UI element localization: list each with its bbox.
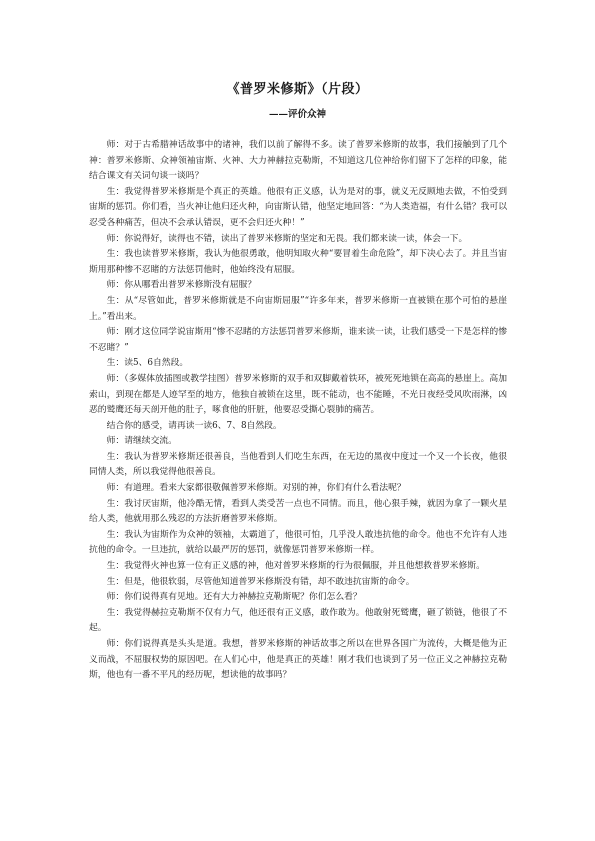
document-body bbox=[89, 138, 507, 684]
paragraph: 师：（多媒体放插图或教学挂图）普罗米修斯的双手和双脚戴着铁环，被死死地锁在高高的悬崖上。高加索山，到现在都是人迹罕至的地方，他独自被锁在这里，既不能动，也不能睡，不光日夜经受风吹雨淋，凶恶的鹫鹰还每天剖开他的肚子，啄食他的肝脏，他要忍受撕心裂肺的痛苦。 bbox=[89, 373, 507, 416]
document-title: 《普罗米修斯》（片段） bbox=[226, 82, 369, 97]
paragraph: 师：你说得好，读得也不错，读出了普罗米修斯的坚定和无畏。我们都来读一读，体会一下。 bbox=[106, 233, 468, 244]
paragraph: 生：读5、6自然段。 bbox=[106, 358, 189, 369]
paragraph: 生：我觉得火神也算一位有正义感的神，他对普罗米修斯的行为很佩服，并且他想救普罗米修斯。 bbox=[106, 561, 485, 572]
paragraph: 生：我认为普罗米修斯还很善良，当他看到人们吃生东西，在无边的黑夜中度过一个又一个长夜，他很同情人类，所以我觉得他很善良。 bbox=[89, 451, 507, 478]
paragraph: 生：我也读普罗米修斯，我认为他很勇敢，他明知取火种“要冒着生命危险”，却下决心去了。并且当宙斯用那种惨不忍睹的方法惩罚他时，他始终没有屈服。 bbox=[89, 249, 507, 275]
paragraph: 生：我觉得普罗米修斯是个真正的英雄。他很有正义感，认为是对的事，就义无反顾地去做，不怕受到宙斯的惩罚。你们看，当火神让他归还火种，向宙斯认错，他坚定地回答：“为人类造福，有什么错？我可以忍受各种痛苦，但决不会承认错误，更不会归还火种！” bbox=[89, 186, 507, 228]
paragraph: 师：请继续交流。 bbox=[106, 436, 177, 447]
paragraph: 生：我觉得赫拉克勒斯不仅有力气，他还很有正义感，敢作敢为。他敢射死鹫鹰，砸了锁链，他很了不起。 bbox=[89, 607, 507, 634]
paragraph: 师：你们说得真有见地。还有大力神赫拉克勒斯呢？你们怎么看？ bbox=[106, 592, 362, 603]
paragraph: 师：刚才这位同学说宙斯用“惨不忍睹的方法惩罚普罗米修斯，谁来读一读，让我们感受一下是怎样的惨不忍睹？” bbox=[89, 327, 507, 353]
paragraph: 结合你的感受，请再读一读6、7、8自然段。 bbox=[106, 420, 282, 431]
paragraph: 生：我讨厌宙斯，他冷酷无情，看到人类受苦一点也不同情。而且，他心狠手辣，就因为拿了一颗火星给人类，他就用那么残忍的方法折磨普罗米修斯。 bbox=[89, 498, 507, 525]
paragraph: 生：从“尽管如此，普罗米修斯就是不向宙斯屈服”“许多年来，普罗米修斯一直被锁在那个可怕的悬崖上。”看出来。 bbox=[89, 295, 507, 322]
document-subtitle: ——评价众神 bbox=[268, 109, 326, 120]
paragraph: 师：有道理。看来大家都很敬佩普罗米修斯。对别的神，你们有什么看法呢？ bbox=[106, 483, 406, 494]
paragraph: 师：你们说得真是头头是道。我想，普罗米修斯的神话故事之所以在世界各国广为流传，大概是他为正义而战，不屈服权势的原因吧。在人们心中，他是真正的英雄！刚才我们也谈到了另一位正义之神赫拉克勒斯，他也有一番不平凡的经历呢，想读他的故事吗？ bbox=[89, 639, 507, 681]
paragraph: 师：你从哪看出普罗米修斯没有屈服？ bbox=[106, 280, 257, 291]
paragraph: 师：对于古希腊神话故事中的诸神，我们以前了解得不多。读了普罗米修斯的故事，我们接触到了几个神：普罗米修斯、众神领袖宙斯、火神、大力神赫拉克勒斯，不知道这几位神给你们留下了怎样的印象，能结合课文有关词句谈一谈吗？ bbox=[89, 140, 507, 182]
paragraph: 生：但是，他很软弱，尽管他知道普罗米修斯没有错，却不敢违抗宙斯的命令。 bbox=[106, 576, 415, 587]
paragraph: 生：我认为宙斯作为众神的领袖，太霸道了，他很可怕，几乎没人敢违抗他的命令。他也不允许有人违抗他的命令。一旦违抗，就给以最严厉的惩罚，就像惩罚普罗米修斯一样。 bbox=[89, 529, 507, 556]
